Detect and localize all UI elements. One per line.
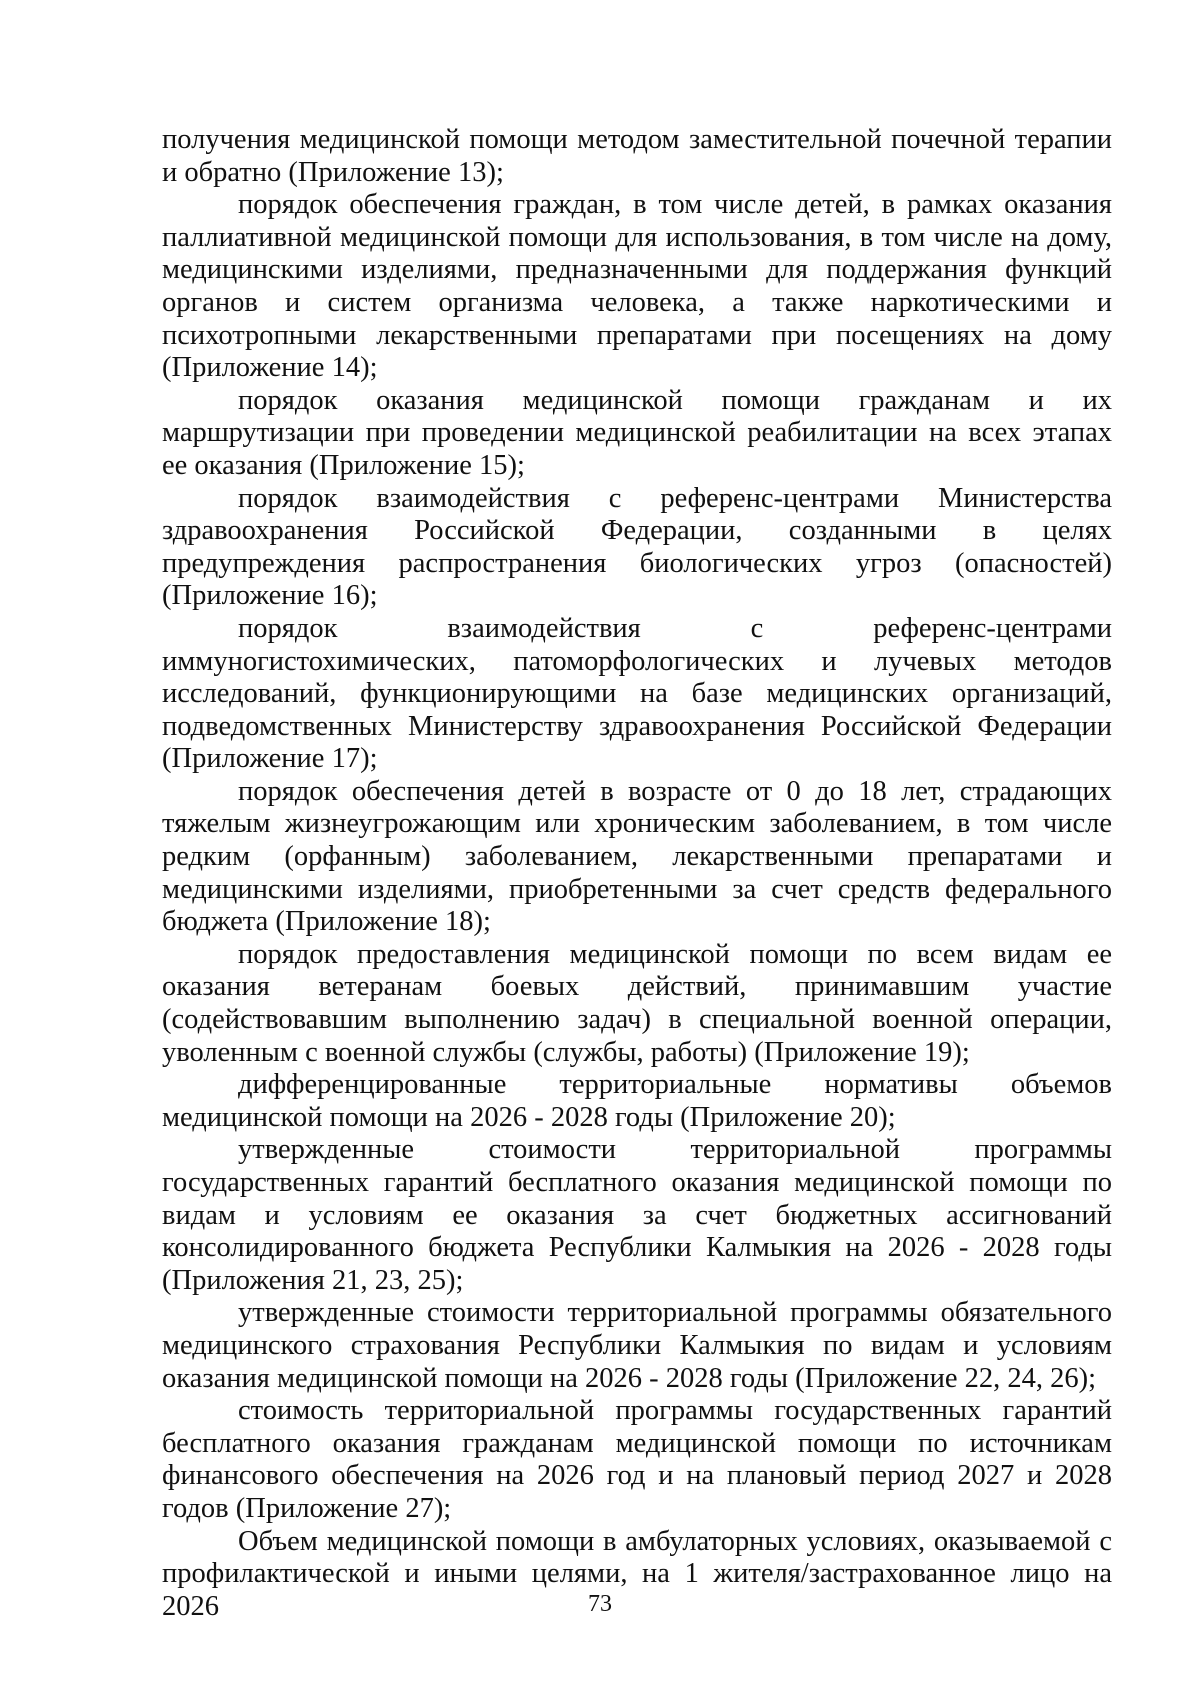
document-body [162,124,1112,1623]
paragraph-appendix-27: стоимость территориальной программы государственных гарантий бесплатного оказания гражданам медицинской помощи по источникам финансового обеспечения на 2026 год и на плановый период 2027 и 2028 годов (Приложение 27); [162,1395,1112,1524]
paragraph-appendix-15: порядок оказания медицинской помощи гражданам и их маршрутизации при проведении медицинской реабилитации на всех этапах ее оказания (Приложение 15); [162,384,1112,481]
paragraph-appendix-14: порядок обеспечения граждан, в том числе детей, в рамках оказания паллиативной медицинской помощи для использования, в том числе на дому, медицинскими изделиями, предназначенными для поддержания функций органов и систем организма человека, а также наркотическими и психотропными лекарственными препаратами при посещениях на дому (Приложение 14); [162,189,1112,384]
paragraph-appendix-18: порядок обеспечения детей в возрасте от 0 до 18 лет, страдающих тяжелым жизнеугрожающим или хроническим заболеванием, в том числе редким (орфанным) заболеванием, лекарственными препаратами и медицинскими изделиями, приобретенными за счет средств федерального бюджета (Приложение 18); [162,775,1112,938]
paragraph-appendix-20: дифференцированные территориальные нормативы объемов медицинской помощи на 2026 - 2028 годы (Приложение 20); [162,1069,1112,1133]
paragraph-ambulatory-volume: Объем медицинской помощи в амбулаторных условиях, оказываемой с профилактической и иными целями, на 1 жителя/застрахованное лицо на 2026 [162,1525,1112,1622]
paragraph-appendix-22-24-26: утвержденные стоимости территориальной программы обязательного медицинского страхования Республики Калмыкия по видам и условиям оказания медицинской помощи на 2026 - 2028 годы (Приложение 22, 24, 26); [162,1297,1112,1394]
paragraph-continuation: получения медицинской помощи методом заместительной почечной терапии и обратно (Приложение 13); [162,124,1112,188]
page-number: 73 [588,1591,612,1617]
paragraph-appendix-21-23-25: утвержденные стоимости территориальной программы государственных гарантий бесплатного оказания медицинской помощи по видам и условиям ее оказания за счет бюджетных ассигнований консолидированного бюджета Республики Калмыкия на 2026 - 2028 годы (Приложения 21, 23, 25); [162,1134,1112,1296]
paragraph-appendix-16: порядок взаимодействия с референс-центрами Министерства здравоохранения Российской Федерации, созданными в целях предупреждения распространения биологических угроз (опасностей) (Приложение 16); [162,482,1112,612]
paragraph-appendix-17: порядок взаимодействия с референс-центрами иммуногистохимических, патоморфологических и лучевых методов исследований, функционирующими на базе медицинских организаций, подведомственных Министерству здравоохранения Российской Федерации (Приложение 17); [162,612,1112,775]
paragraph-appendix-19: порядок предоставления медицинской помощи по всем видам ее оказания ветеранам боевых действий, принимавшим участие (содействовавшим выполнению задач) в специальной военной операции, уволенным с военной службы (службы, работы) (Приложение 19); [162,938,1112,1068]
